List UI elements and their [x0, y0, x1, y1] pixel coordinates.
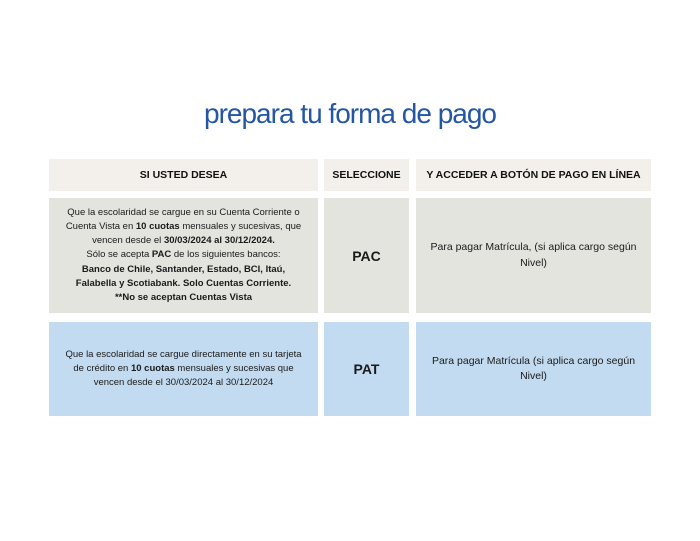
desc-line: Que la escolaridad se cargue en su Cuenta Corriente o	[67, 206, 300, 218]
option-code: PAC	[352, 247, 381, 264]
page-title: prepara tu forma de pago	[204, 98, 496, 129]
pac-description	[49, 198, 318, 313]
desc-line: de crédito en 10 cuotas mensuales y sucesivas que	[73, 362, 294, 374]
desc-line: vencen desde el 30/03/2024 al 30/12/2024.	[92, 235, 275, 247]
access-line: Para pagar Matrícula, (si aplica cargo según	[430, 241, 637, 253]
pat-option[interactable]	[324, 322, 409, 416]
pat-payment-access[interactable]	[416, 322, 651, 416]
header-usted-desea	[49, 159, 318, 191]
desc-line: Que la escolaridad se cargue directamente en su tarjeta	[65, 348, 302, 360]
pac-payment-access[interactable]	[416, 198, 651, 313]
pat-description	[49, 322, 318, 416]
pac-option[interactable]	[324, 198, 409, 313]
desc-line: **No se aceptan Cuentas Vista	[114, 292, 253, 303]
header-seleccione	[324, 159, 409, 191]
desc-line: Banco de Chile, Santander, Estado, BCI, Itaú,	[81, 263, 286, 275]
header-label: Y ACCEDER A BOTÓN DE PAGO EN LÍNEA	[426, 169, 641, 181]
desc-line: Falabella y Scotiabank. Solo Cuentas Corriente.	[75, 277, 292, 289]
header-label: SELECCIONE	[332, 169, 401, 181]
header-label: SI USTED DESEA	[139, 169, 228, 181]
access-line: Nivel)	[520, 370, 547, 382]
desc-line: Cuenta Vista en 10 cuotas mensuales y sucesivas, que	[65, 220, 302, 232]
access-line: Para pagar Matrícula (si aplica cargo según	[431, 354, 636, 367]
access-line: Nivel)	[520, 256, 547, 269]
desc-line: Sólo se acepta PAC de los siguientes bancos:	[86, 249, 281, 261]
desc-line: vencen desde el 30/03/2024 al 30/12/2024	[93, 377, 274, 389]
header-boton-pago	[416, 159, 651, 191]
option-code: PAT	[353, 361, 380, 377]
